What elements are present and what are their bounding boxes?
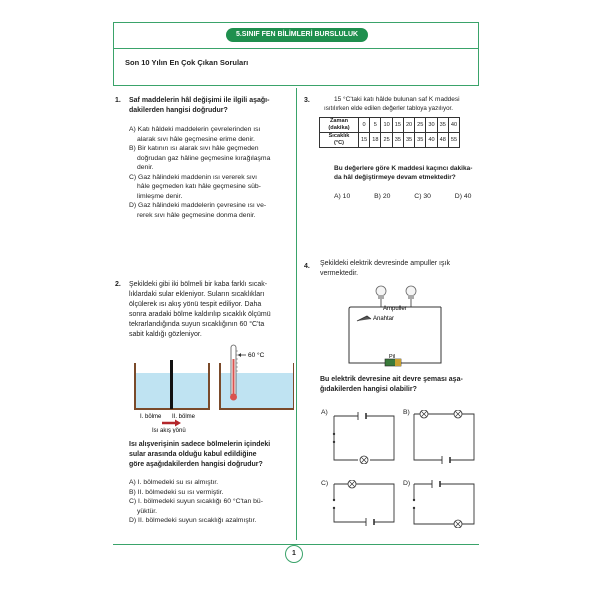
q4-question (320, 375, 485, 395)
option-line: D) II. bölmedeki suyun sıcaklığı azalmıştır. (129, 517, 257, 524)
q1-block (129, 96, 289, 220)
q4-option-a-label[interactable]: A) (321, 409, 328, 416)
partition-wall (170, 360, 173, 409)
stem-line: vermektedir. (320, 270, 359, 277)
question-line: da hâl değiştirmeye devam etmektedir? (334, 174, 456, 181)
battery-label: Pil (389, 354, 396, 360)
q2-stem (129, 280, 291, 340)
q2-option-a[interactable] (129, 478, 291, 488)
q3-stem (324, 95, 484, 113)
q4-option-d-diagram[interactable] (410, 480, 478, 528)
table-cell: 30 (426, 118, 437, 133)
q1-option-c[interactable] (129, 173, 289, 202)
q2-number: 2. (115, 281, 121, 288)
q3-question (334, 164, 484, 182)
page-title: 5.SINIF FEN BİLİMLERİ BURSLULUK (226, 28, 368, 42)
bulbs-label: Ampuller (383, 306, 407, 312)
q4-option-b-label[interactable]: B) (403, 409, 410, 416)
q1-option-d[interactable] (129, 201, 289, 220)
table-cell: 35 (403, 133, 414, 148)
switch-icon (357, 316, 371, 321)
left-chamber-label: I. bölme (140, 414, 162, 420)
option-line: denir. (137, 164, 154, 171)
stem-line: sabit kaldığı gözleniyor. (129, 331, 202, 338)
option-line: limleşme denir. (137, 192, 183, 200)
q4-option-d-label[interactable]: D) (403, 480, 411, 487)
table-cell: 5 (370, 118, 381, 133)
thermometer-bulb (230, 394, 237, 401)
table-cell: 25 (381, 133, 392, 148)
switch-label: Anahtar (373, 316, 395, 322)
table-cell: 35 (392, 133, 403, 148)
option-line: doğrudan gaz hâline geçmesine kırağılaşma (137, 154, 271, 162)
heat-flow-arrowhead-icon (175, 420, 181, 427)
q1-stem-line: dakilerden hangisi doğrudur? (129, 107, 228, 114)
stem-line: lıklardaki sular ekleniyor. Suların sıcaklıkları (129, 291, 265, 298)
q1-option-b[interactable] (129, 144, 289, 173)
q2-option-c[interactable] (129, 497, 291, 516)
table-cell: 15 (392, 118, 403, 133)
option-line: alarak sıvı hâle geçmesine erime denir. (137, 135, 255, 143)
stem-line: tekrarlandığında suyun sıcaklığının 60 °C'ta (129, 321, 265, 328)
arrow-head-icon (238, 353, 241, 357)
option-line: C) Gaz hâlindeki maddenin ısı vererek sıvı (129, 173, 258, 181)
stem-line: Şekildeki gibi iki bölmeli bir kaba farklı sıcak- (129, 281, 268, 288)
circuit-picture (345, 283, 445, 368)
thermometer-reading: 60 °C (248, 352, 265, 359)
option-line: D) Gaz hâlindeki maddelerin çevresine ısı ve- (129, 202, 267, 209)
question-line: sular arasında olduğu kabul edildiğine (129, 451, 257, 458)
stem-line: ölçülerek ısı akış yönü tespit ediliyor. Daha (129, 301, 262, 308)
q3-option-c[interactable]: C) 30 (414, 193, 431, 200)
question-line: Bu değerlere göre K maddesi kaçıncı dakika- (334, 165, 473, 172)
option-line: yüktür. (137, 507, 158, 515)
table-row (320, 133, 460, 148)
question-line: Bu elektrik devresine ait devre şeması aşa- (320, 376, 463, 383)
table-cell: 20 (403, 118, 414, 133)
page-subtitle: Son 10 Yılın En Çok Çıkan Soruları (125, 58, 249, 67)
thermometer-mercury (233, 359, 235, 395)
table-cell: 35 (437, 118, 448, 133)
q4-number: 4. (304, 263, 310, 270)
table-cell: 18 (370, 133, 381, 148)
table-row-header: Sıcaklık (°C) (320, 133, 359, 148)
question-line: göre aşağıdakilerden hangisi doğrudur? (129, 461, 263, 468)
table-cell: 25 (415, 118, 426, 133)
q4-option-a-diagram[interactable] (330, 412, 398, 464)
stem-line: sonra aradaki bölme kaldırılıp sıcaklık ölçümü (129, 311, 271, 318)
q3-data-table (319, 117, 460, 148)
q2-option-d[interactable] (129, 516, 291, 526)
table-cell: 55 (448, 133, 459, 148)
table-row-header: Zaman (dakika) (320, 118, 359, 133)
q3-number: 3. (304, 97, 310, 104)
header-divider (113, 48, 479, 49)
question-line: Isı alışverişinin sadece bölmelerin içindeki (129, 441, 271, 448)
column-divider (296, 88, 297, 540)
option-line: B) II. bölmedeki su ısı vermiştir. (129, 488, 224, 496)
table-row (320, 118, 460, 133)
q1-option-a[interactable] (129, 125, 289, 144)
q4-option-b-diagram[interactable] (410, 410, 478, 464)
q2-option-b[interactable] (129, 488, 291, 498)
table-cell: 35 (415, 133, 426, 148)
right-chamber-label: II. bölme (172, 414, 196, 420)
table-cell: 10 (381, 118, 392, 133)
q4-stem (320, 259, 480, 279)
table-cell: 48 (437, 133, 448, 148)
option-line: A) I. bölmedeki su ısı almıştır. (129, 479, 219, 486)
q1-stem-line: Saf maddelerin hâl değişimi ile ilgili aşağı- (129, 97, 270, 104)
heat-flow-figure (128, 343, 294, 433)
option-line: C) I. bölmedeki suyun sıcaklığı 60 °C'tan bü- (129, 498, 263, 505)
table-cell: 15 (359, 133, 370, 148)
option-line: B) Bir katının ısı alarak sıvı hâle geçmeden (129, 145, 259, 152)
q3-option-a[interactable]: A) 10 (334, 193, 351, 200)
q4-option-c-diagram[interactable] (330, 480, 398, 526)
q4-option-c-label[interactable]: C) (321, 480, 329, 487)
q2-question (129, 440, 291, 526)
stem-line: ısıtılırken elde edilen değerler tabloya yazılıyor. (324, 105, 453, 112)
table-cell: 0 (359, 118, 370, 133)
q3-option-d[interactable]: D) 40 (454, 193, 472, 200)
table-cell: 40 (426, 133, 437, 148)
stem-line: 15 °C'taki katı hâlde bulunan saf K maddesi (334, 96, 460, 103)
heat-flow-label: Isı akış yönü (152, 428, 186, 433)
q3-option-b[interactable]: B) 20 (374, 193, 391, 200)
option-line: rerek sıvı hâle geçmesine donma denir. (137, 211, 256, 219)
option-line: A) Katı hâldeki maddelerin çevrelerinden ısı (129, 126, 261, 133)
option-line: hâle geçmeden katı hâle geçmesine süb- (137, 183, 261, 190)
table-cell: 40 (448, 118, 459, 133)
q1-number: 1. (115, 97, 121, 104)
page-number: 1 (285, 545, 303, 563)
question-line: ğıdakilerden hangisi olabilir? (320, 386, 417, 393)
stem-line: Şekildeki elektrik devresinde ampuller ışık (320, 260, 450, 267)
q3-options (334, 192, 493, 202)
